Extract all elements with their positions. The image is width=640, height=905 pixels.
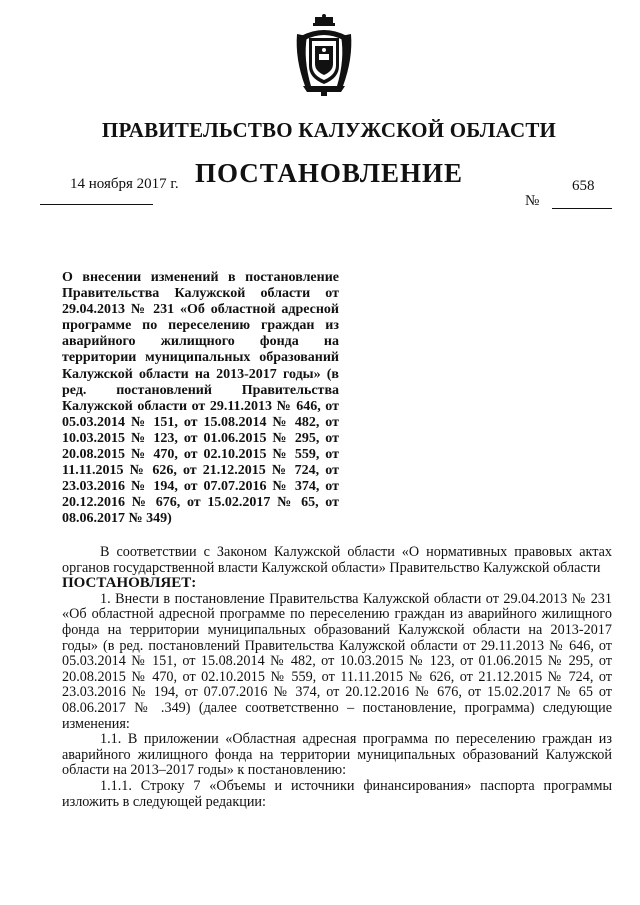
document-date: 14 ноября 2017 г.	[70, 176, 179, 192]
date-underline	[40, 204, 153, 205]
document-number: 658	[572, 178, 595, 194]
government-title: ПРАВИТЕЛЬСТВО КАЛУЖСКОЙ ОБЛАСТИ	[101, 118, 557, 142]
item-1-paragraph: 1. Внести в постановление Правительства Калужской области от 29.04.2013 № 231 «Об областной адресной программе по переселению граждан из аварийного жилищного фонда на территории муниципальных образований Калужской области на 2013-2017 годы» (в ред. постановлений Правительства Калужской области от 29.11.2013 № 646, от 05.03.2014 № 151, от 15.08.2014 № 482, от 10.03.2015 № 123, от 01.06.2015 № 295, от 20.08.2015 № 470, от 02.10.2015 № 559, от 11.11.2015 № 626, от 21.12.2015 № 724, от 23.03.2016 № 194, от 07.07.2016 № 374, от 20.12.2016 № 676, от 15.02.2017 № 65 от 08.06.2017 № .349) (далее соответственно – постановление, программа) следующие изменения:	[62, 590, 612, 732]
decree-heading: ПОСТАНОВЛЯЕТ:	[62, 575, 197, 592]
preamble-paragraph: В соответствии с Законом Калужской области «О нормативных правовых актах органов государственной власти Калужской области» Правительство Калужской области	[62, 544, 612, 576]
document-body	[62, 545, 612, 810]
item-1-1-paragraph: 1.1. В приложении «Областная адресная программа по переселению граждан из аварийного жилищного фонда на территории муниципальных образований Калужской области на 2013–2017 годы» к постановлению:	[62, 731, 612, 779]
number-underline	[552, 208, 612, 209]
item-1-1-1-paragraph: 1.1.1. Строку 7 «Объемы и источники финансирования» паспорта программы изложить в следующей редакции:	[62, 777, 612, 810]
number-sign: №	[525, 193, 540, 209]
document-type: ПОСТАНОВЛЕНИЕ	[194, 158, 464, 188]
document-subject: О внесении изменений в постановление Правительства Калужской области от 29.04.2013 № 231 «Об областной адресной программе по переселению граждан из аварийного жилищного фонда на территории муниципальных образований Калужской области на 2013-2017 годы» (в ред. постановлений Правительства Калужской области от 29.11.2013 № 646, от 05.03.2014 № 151, от 15.08.2014 № 482, от 10.03.2015 № 123, от 01.06.2015 № 295, от 20.08.2015 № 470, от 02.10.2015 № 559, от 11.11.2015 № 626, от 21.12.2015 № 724, от 23.03.2016 № 194, от 07.07.2016 № 374, от 20.12.2016 № 676, от 15.02.2017 № 65, от 08.06.2017 № 349)	[62, 270, 339, 527]
coat-of-arms-icon	[293, 14, 355, 96]
